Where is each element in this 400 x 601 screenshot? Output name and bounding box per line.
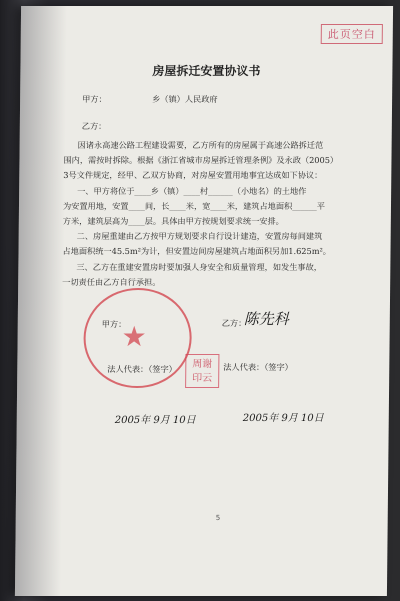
party-a-label: 甲方： xyxy=(82,94,107,104)
party-b-label: 乙方： xyxy=(81,121,107,131)
body-line: 一、甲方将位于____乡（镇）____村______（小地名）的土地作 xyxy=(77,185,307,196)
body-line: 一切责任由乙方自行承担。 xyxy=(62,276,161,287)
document-title: 房屋拆迁安置协议书 xyxy=(152,64,261,78)
body-line: 方米，建筑层高为____层。具体由甲方按规划要求统一安排。 xyxy=(62,216,284,227)
body-line: 占地面积统一45.5m²为计，但安置边间房屋建筑占地面积另加1.625m²。 xyxy=(62,246,332,257)
party-a-representative: 法人代表：（签字） xyxy=(107,364,177,374)
party-b-signature-label: 乙方： xyxy=(221,318,247,328)
party-b-date: 2005年 9月 10日 xyxy=(242,413,324,424)
party-a-date: 2005年 9月 10日 xyxy=(114,415,196,426)
body-line: 因诸永高速公路工程建设需要，乙方所有的房屋属于高速公路拆迁范 xyxy=(77,140,324,150)
personal-seal: 周谢 印云 xyxy=(185,354,219,388)
star-icon: ★ xyxy=(121,320,147,353)
body-line: 3号文件规定，经甲、乙双方协商，对房屋安置用地事宜达成如下协议： xyxy=(63,170,323,181)
party-b-representative: 法人代表：（签字） xyxy=(223,362,293,372)
body-line: 二、房屋重建由乙方按甲方规划要求自行设计建造，安置房每间建筑 xyxy=(76,231,323,242)
blank-page-stamp: 此页空白 xyxy=(321,24,383,44)
body-line: 三、乙方在重建安置房时要加强人身安全和质量管理，如发生事故， xyxy=(76,261,323,272)
body-line: 围内，需按时拆除。根据《浙江省城市房屋拆迁管理条例》及永政（2005） xyxy=(63,155,339,166)
body-line: 为安置用地，安置____间，长____米，宽____米，建筑占地面积______平 xyxy=(62,200,326,211)
party-b-handwritten-signature: 陈先科 xyxy=(243,310,289,328)
agreement-body xyxy=(62,138,338,290)
page-number: 5 xyxy=(215,514,221,522)
document-page xyxy=(15,6,393,596)
party-a-signature-label: 甲方： xyxy=(101,319,127,329)
party-a-value: 乡（镇）人民政府 xyxy=(152,94,218,104)
